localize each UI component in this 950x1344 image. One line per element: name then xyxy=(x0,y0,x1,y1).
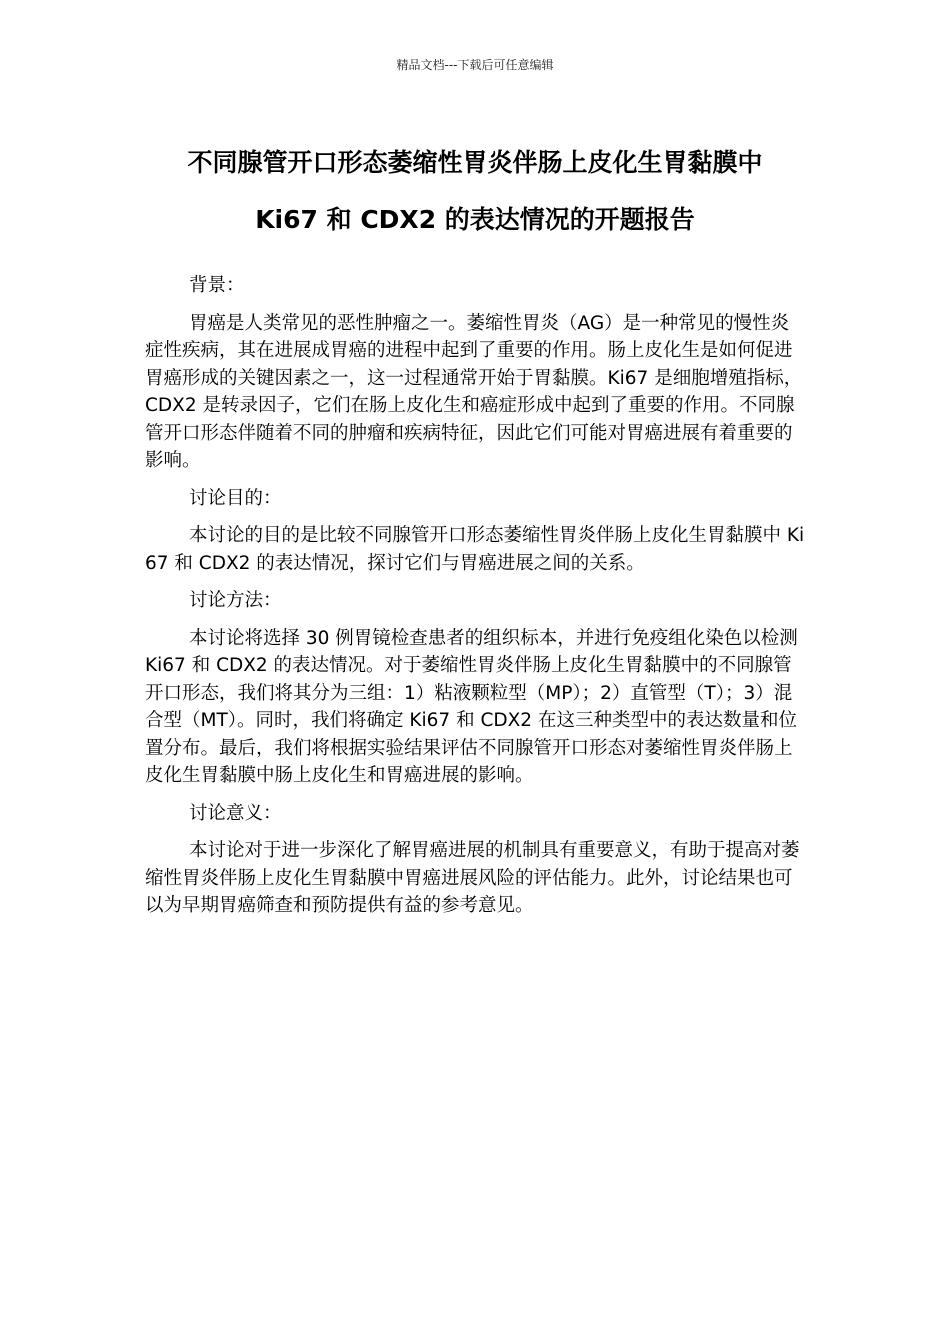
header-note: 精品文档---下载后可任意编辑 xyxy=(396,58,554,72)
document-title xyxy=(120,134,830,248)
section-label-purpose: 讨论目的： xyxy=(189,487,282,509)
section-label-method: 讨论方法： xyxy=(189,590,282,611)
section-label-significance: 讨论意义： xyxy=(189,802,282,824)
title-line-1: 不同腺管开口形态萎缩性胃炎伴肠上皮化生胃黏膜中 xyxy=(187,148,763,177)
document-body xyxy=(145,272,807,930)
paragraph-background: 胃癌是人类常见的恶性肿瘤之一。萎缩性胃炎（AG）是一种常见的慢性炎症性疾病，其在进展成胃癌的进程中起到了重要的作用。肠上皮化生是如何促进胃癌形成的关键因素之一，这一过程通常开始于胃黏膜。Ki67 是细胞增殖指标，CDX2 是转录因子，它们在肠上皮化生和癌症形成中起到了重要的作用。不同腺管开口形态伴随着不同的肿瘤和疾病特征，因此它们可能对胃癌进展有着重要的影响。 xyxy=(145,312,803,471)
title-line-2: Ki67 和 CDX2 的表达情况的开题报告 xyxy=(255,205,695,234)
paragraph-purpose: 本讨论的目的是比较不同腺管开口形态萎缩性胃炎伴肠上皮化生胃黏膜中 Ki67 和 CDX2 的表达情况，探讨它们与胃癌进展之间的关系。 xyxy=(145,525,805,574)
section-label-background: 背景： xyxy=(189,275,245,296)
paragraph-significance: 本讨论对于进一步深化了解胃癌进展的机制具有重要意义，有助于提高对萎缩性胃炎伴肠上皮化生胃黏膜中胃癌进展风险的评估能力。此外，讨论结果也可以为早期胃癌筛查和预防提供有益的参考意见。 xyxy=(145,840,800,916)
paragraph-method: 本讨论将选择 30 例胃镜检查患者的组织标本，并进行免疫组化染色以检测 Ki67 和 CDX2 的表达情况。对于萎缩性胃炎伴肠上皮化生胃黏膜中的不同腺管开口形态，我们将其分为三组：1）粘液颗粒型（MP）；2）直管型（T）；3）混合型（MT）。同时，我们将确定 Ki67 和 CDX2 在这三种类型中的表达数量和位置分布。最后，我们将根据实验结果评估不同腺管开口形态对萎缩性胃炎伴肠上皮化生胃黏膜中肠上皮化生和胃癌进展的影响。 xyxy=(145,627,798,786)
